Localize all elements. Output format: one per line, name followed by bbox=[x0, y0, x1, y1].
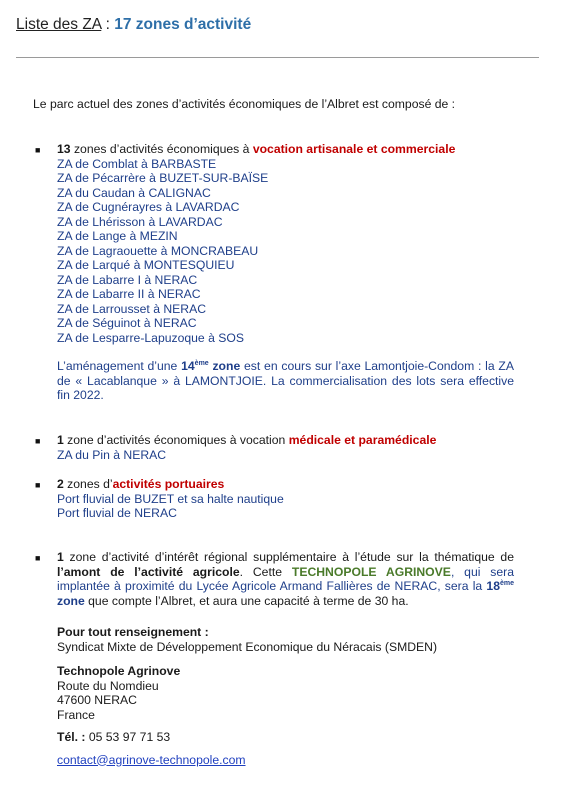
zone-item: ZA du Pin à NERAC bbox=[57, 447, 167, 462]
zone-item: ZA de Comblat à BARBASTE bbox=[57, 156, 217, 171]
zone-item: ZA du Caudan à CALIGNAC bbox=[57, 185, 211, 200]
zone-item: ZA de Lagraouette à MONCRABEAU bbox=[57, 243, 259, 258]
contact-name: Technopole Agrinove bbox=[57, 664, 181, 678]
port-item: Port fluvial de NERAC bbox=[57, 506, 177, 520]
section-medical bbox=[57, 433, 514, 462]
bullet-icon: ■ bbox=[35, 436, 41, 446]
section-heading: 13 zones d’activités économiques à vocation artisanale et commerciale bbox=[57, 142, 456, 156]
development-note: L’aménagement d’une 14ème zone est en cours sur l’axe Lamontjoie-Condom : la ZA de « Lacablanque » à LAMONTJOIE. La commercialisation des lots sera effective fin 2022. bbox=[57, 359, 515, 402]
contact-block bbox=[57, 625, 514, 767]
title-separator: : bbox=[101, 16, 115, 33]
bullet-icon: ■ bbox=[35, 480, 41, 490]
address-line: France bbox=[57, 707, 95, 722]
zone-item: ZA de Pécarrère à BUZET-SUR-BAÏSE bbox=[57, 171, 269, 185]
contact-phone: Tél. : 05 53 97 71 53 bbox=[57, 730, 171, 744]
intro-text: Le parc actuel des zones d’activités économiques de l’Albret est composé de : bbox=[33, 97, 456, 111]
section-heading: 1 zone d’activités économiques à vocation médicale et paramédicale bbox=[57, 433, 437, 447]
page-title bbox=[16, 16, 251, 34]
section-heading: 2 zones d’activités portuaires bbox=[57, 477, 225, 491]
zone-item: ZA de Lhérisson à LAVARDAC bbox=[57, 214, 223, 229]
zone-item: ZA de Lange à MEZIN bbox=[57, 229, 178, 243]
address-line: 47600 NERAC bbox=[57, 693, 137, 707]
section-agrinove: 1 zone d’activité d’intérêt régional supplémentaire à l’étude sur la thématique de l’amont de l’activité agricole. Cette TECHNOPOLE AGRINOVE, qui sera implantée à proximité du Lycée Agricole Armand Fallières de NERAC, sera la 18ème zone que compte l’Albret, et aura une capacité à terme de 30 ha. bbox=[57, 550, 515, 608]
contact-email-link[interactable]: contact@agrinove-technopole.com bbox=[57, 752, 246, 767]
section-artisanal bbox=[57, 142, 514, 403]
contact-organization: Syndicat Mixte de Développement Economique du Néracais (SMDEN) bbox=[57, 639, 438, 654]
section-ports bbox=[57, 477, 514, 521]
zone-item: ZA de Larrousset à NERAC bbox=[57, 301, 207, 316]
zone-item: ZA de Larqué à MONTESQUIEU bbox=[57, 258, 235, 272]
address-line: Route du Nomdieu bbox=[57, 678, 159, 693]
title-accent: 17 zones d’activité bbox=[114, 16, 252, 33]
bullet-icon: ■ bbox=[35, 553, 41, 563]
zone-item: ZA de Labarre II à NERAC bbox=[57, 287, 201, 301]
zone-item: ZA de Cugnérayres à LAVARDAC bbox=[57, 200, 240, 214]
port-item: Port fluvial de BUZET et sa halte nautique bbox=[57, 491, 284, 506]
contact-heading: Pour tout renseignement : bbox=[57, 625, 209, 639]
zone-item: ZA de Lesparre-Lapuzoque à SOS bbox=[57, 330, 244, 345]
title-lead: Liste des ZA bbox=[16, 16, 102, 33]
zone-item: ZA de Labarre I à NERAC bbox=[57, 272, 198, 287]
zone-item: ZA de Séguinot à NERAC bbox=[57, 316, 197, 330]
horizontal-divider bbox=[16, 57, 539, 58]
bullet-icon: ■ bbox=[35, 145, 41, 155]
